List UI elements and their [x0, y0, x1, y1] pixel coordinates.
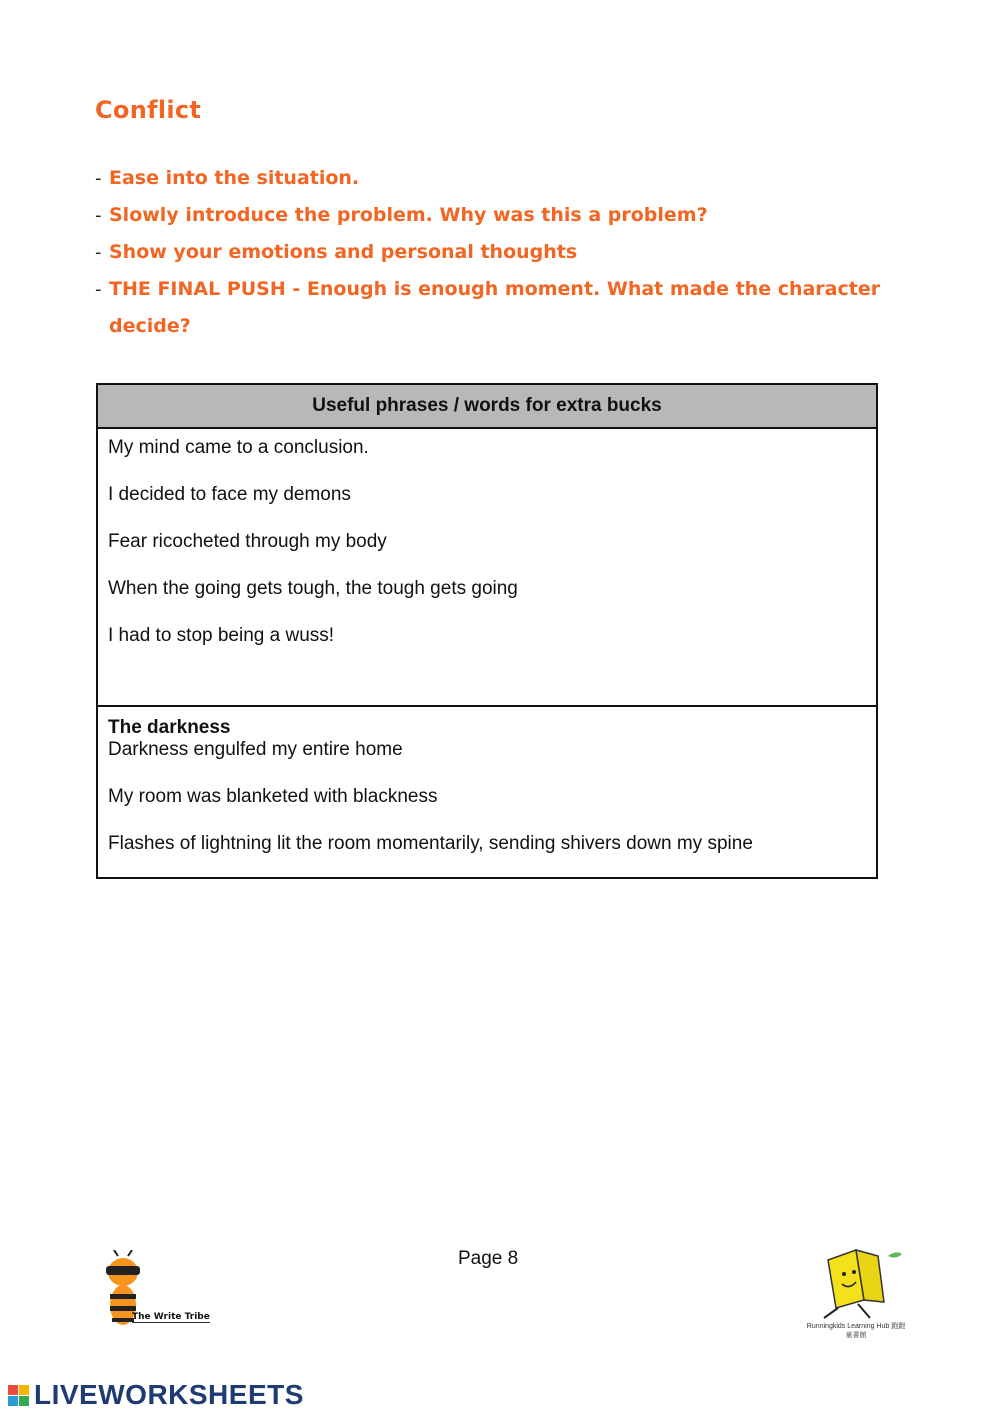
bullet-item	[95, 234, 915, 271]
phrase-line: When the going gets tough, the tough gets going	[108, 578, 518, 599]
bullet-marker: -	[95, 242, 102, 263]
phrase-line: My mind came to a conclusion.	[108, 437, 369, 458]
liveworksheets-blocks-icon	[8, 1383, 30, 1407]
bullet-marker: -	[95, 205, 102, 226]
bullet-item	[95, 197, 915, 234]
phrase-line: I decided to face my demons	[108, 484, 351, 505]
liveworksheets-brand[interactable]	[8, 1380, 304, 1410]
bullet-marker: -	[95, 168, 102, 189]
brand-name: LIVEWORKSHEETS	[34, 1379, 304, 1410]
phrases-table	[96, 383, 878, 879]
bullet-item	[95, 160, 915, 197]
table-section-darkness	[98, 707, 876, 877]
section-heading: Conflict	[95, 96, 202, 124]
phrase-line: I had to stop being a wuss!	[108, 625, 335, 646]
table-section-phrases	[98, 429, 876, 707]
bullet-marker: -	[95, 279, 102, 300]
running-book-logo-icon	[808, 1242, 908, 1322]
phrase-line: Fear ricocheted through my body	[108, 531, 387, 552]
right-logo-text: Runningkids Learning Hub 跑跑童書館	[806, 1323, 906, 1339]
phrase-line: Darkness engulfed my entire home	[108, 739, 403, 760]
bullet-text: THE FINAL PUSH - Enough is enough moment. What made the character decide?	[109, 278, 881, 337]
bullet-text: Ease into the situation.	[109, 167, 360, 189]
page-number: Page 8	[458, 1248, 519, 1269]
bullet-item	[95, 271, 915, 345]
phrase-line: Flashes of lightning lit the room momentarily, sending shivers down my spine	[108, 833, 753, 854]
table-header: Useful phrases / words for extra bucks	[98, 385, 876, 429]
bullet-list	[95, 160, 915, 345]
bullet-text: Slowly introduce the problem. Why was this a problem?	[109, 204, 708, 226]
left-logo-text: The Write Tribe	[132, 1312, 210, 1322]
bullet-text: Show your emotions and personal thoughts	[109, 241, 578, 263]
section-title: The darkness	[108, 717, 231, 738]
phrase-line: My room was blanketed with blackness	[108, 786, 438, 807]
